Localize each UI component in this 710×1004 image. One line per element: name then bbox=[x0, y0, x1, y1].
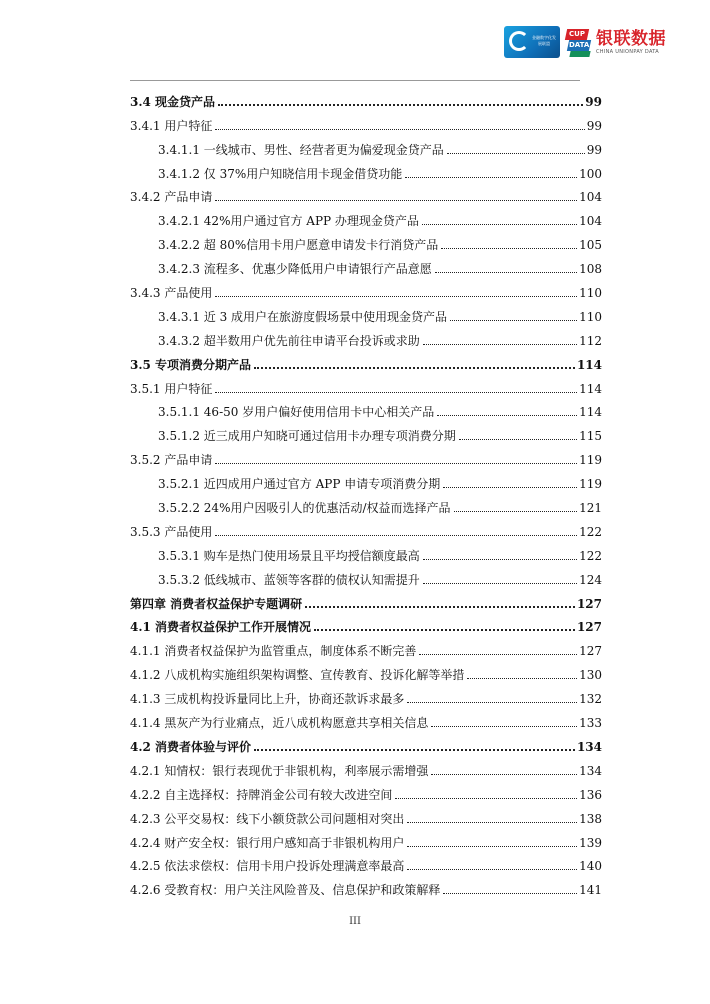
toc-entry[interactable] bbox=[130, 803, 602, 827]
toc-leader-dots bbox=[215, 463, 577, 464]
toc-entry[interactable] bbox=[130, 588, 602, 612]
toc-leader-dots bbox=[437, 415, 577, 416]
toc-leader-dots bbox=[254, 367, 575, 369]
toc-entry-label: 3.5.3.1 购车是热门使用场景且平均授信额度最高 bbox=[158, 548, 420, 563]
toc-entry-label: 3.4.2.1 42%用户通过官方 APP 办理现金贷产品 bbox=[158, 214, 419, 229]
toc-entry-label: 4.2 消费者体验与评价 bbox=[130, 739, 252, 754]
toc-entry[interactable] bbox=[130, 827, 602, 851]
toc-leader-dots bbox=[423, 583, 577, 584]
toc-entry-label: 4.1.3 三成机构投诉量同比上升，协商还款诉求最多 bbox=[130, 692, 405, 707]
toc-entry-page: 114 bbox=[576, 357, 602, 372]
toc-leader-dots bbox=[441, 248, 577, 249]
toc-entry-label: 3.4.2.2 超 80%信用卡用户愿意申请发卡行消贷产品 bbox=[158, 238, 439, 253]
logo2-cn: 银联数据 bbox=[596, 28, 666, 49]
toc-entry-label: 4.1.1 消费者权益保护为监管重点，制度体系不断完善 bbox=[130, 644, 417, 659]
toc-entry-label: 4.2.5 依法求偿权：信用卡用户投诉处理满意率最高 bbox=[130, 859, 405, 874]
toc-leader-dots bbox=[423, 344, 577, 345]
toc-leader-dots bbox=[407, 702, 577, 703]
toc-entry-label: 4.2.6 受教育权：用户关注风险普及、信息保护和政策解释 bbox=[130, 883, 441, 898]
toc-leader-dots bbox=[450, 320, 577, 321]
toc-entry-page: 105 bbox=[579, 238, 602, 253]
toc-entry-label: 4.1.2 八成机构实施组织架构调整、宣传教育、投诉化解等举措 bbox=[130, 668, 465, 683]
toc-entry-label: 3.5.3.2 低线城市、蓝领等客群的债权认知需提升 bbox=[158, 572, 420, 587]
toc-entry[interactable] bbox=[130, 874, 602, 898]
logo2-mark-top: CUP bbox=[569, 30, 585, 38]
toc-entry-page: 112 bbox=[579, 333, 602, 348]
toc-entry[interactable] bbox=[130, 492, 602, 516]
toc-entry-page: 114 bbox=[579, 381, 602, 396]
toc-entry-page: 108 bbox=[579, 262, 602, 277]
toc-entry-label: 3.4.2.3 流程多、优惠少降低用户申请银行产品意愿 bbox=[158, 262, 432, 277]
toc-entry[interactable] bbox=[130, 158, 602, 182]
toc-entry-page: 104 bbox=[579, 214, 602, 229]
toc-entry[interactable] bbox=[130, 707, 602, 731]
toc-leader-dots bbox=[407, 822, 577, 823]
toc-entry-page: 99 bbox=[586, 142, 602, 157]
toc-entry-page: 100 bbox=[579, 166, 602, 181]
toc-entry-page: 122 bbox=[579, 548, 602, 563]
toc-leader-dots bbox=[215, 200, 577, 201]
toc-leader-dots bbox=[454, 511, 578, 512]
logo2-mark-bottom: DATA bbox=[569, 41, 590, 49]
toc-leader-dots bbox=[305, 606, 575, 608]
toc-entry[interactable] bbox=[130, 731, 602, 755]
toc-entry[interactable] bbox=[130, 134, 602, 158]
toc-entry-label: 4.1.4 黑灰产为行业痛点，近八成机构愿意共享相关信息 bbox=[130, 716, 429, 731]
toc-entry-label: 3.5.3 产品使用 bbox=[130, 524, 213, 539]
toc-leader-dots bbox=[435, 272, 577, 273]
header-logos bbox=[504, 26, 666, 58]
toc-leader-dots bbox=[254, 749, 575, 751]
toc-entry-page: 134 bbox=[576, 739, 602, 754]
toc-entry-page: 134 bbox=[579, 763, 602, 778]
toc-entry-label: 3.5 专项消费分期产品 bbox=[130, 357, 252, 372]
toc-entry-label: 4.2.1 知情权：银行表现优于非银机构，利率展示需增强 bbox=[130, 763, 429, 778]
toc-entry-page: 114 bbox=[579, 405, 602, 420]
toc-leader-dots bbox=[423, 559, 577, 560]
toc-entry-label: 第四章 消费者权益保护专题调研 bbox=[130, 596, 303, 611]
toc-entry-label: 4.2.2 自主选择权：持牌消金公司有较大改进空间 bbox=[130, 787, 393, 802]
toc-entry[interactable] bbox=[130, 564, 602, 588]
toc-entry-page: 127 bbox=[576, 596, 602, 611]
toc-entry[interactable] bbox=[130, 755, 602, 779]
toc-entry-label: 3.4.3.2 超半数用户优先前往申请平台投诉或求助 bbox=[158, 333, 420, 348]
toc-leader-dots bbox=[431, 726, 577, 727]
toc-leader-dots bbox=[467, 678, 577, 679]
toc-entry-label: 3.4.3 产品使用 bbox=[130, 286, 213, 301]
toc-leader-dots bbox=[395, 798, 577, 799]
toc-entry[interactable] bbox=[130, 373, 602, 397]
toc-leader-dots bbox=[405, 177, 577, 178]
toc-entry-page: 110 bbox=[579, 309, 602, 324]
page-number: III bbox=[349, 916, 361, 927]
toc-leader-dots bbox=[459, 439, 577, 440]
toc-entry[interactable] bbox=[130, 397, 602, 421]
toc-entry[interactable] bbox=[130, 468, 602, 492]
toc-leader-dots bbox=[314, 629, 575, 631]
toc-entry[interactable] bbox=[130, 540, 602, 564]
toc-entry-label: 3.5.1 用户特征 bbox=[130, 381, 213, 396]
toc-entry[interactable] bbox=[130, 301, 602, 325]
toc-entry-page: 136 bbox=[579, 787, 602, 802]
toc-leader-dots bbox=[431, 774, 577, 775]
toc-entry[interactable] bbox=[130, 779, 602, 803]
toc-entry-label: 3.5.1.1 46-50 岁用户偏好使用信用卡中心相关产品 bbox=[158, 405, 435, 420]
toc-leader-dots bbox=[215, 129, 584, 130]
toc-entry-label: 3.5.1.2 近三成用户知晓可通过信用卡办理专项消费分期 bbox=[158, 429, 456, 444]
table-of-contents bbox=[130, 86, 602, 898]
toc-entry[interactable] bbox=[130, 182, 602, 206]
toc-entry-page: 124 bbox=[579, 572, 602, 587]
toc-entry-page: 140 bbox=[579, 859, 602, 874]
toc-entry-label: 4.2.3 公平交易权：线下小额贷款公司问题相对突出 bbox=[130, 811, 405, 826]
toc-leader-dots bbox=[215, 296, 577, 297]
toc-entry[interactable] bbox=[130, 444, 602, 468]
toc-entry-label: 3.4.3.1 近 3 成用户在旅游度假场景中使用现金贷产品 bbox=[158, 309, 448, 324]
toc-entry-label: 3.5.2 产品申请 bbox=[130, 453, 213, 468]
toc-entry-page: 110 bbox=[579, 286, 602, 301]
toc-leader-dots bbox=[407, 869, 577, 870]
toc-entry-label: 3.4.1.1 一线城市、男性、经营者更为偏爱现金贷产品 bbox=[158, 142, 444, 157]
toc-leader-dots bbox=[422, 224, 577, 225]
toc-leader-dots bbox=[215, 535, 577, 536]
toc-entry-page: 119 bbox=[579, 453, 602, 468]
toc-entry-label: 4.1 消费者权益保护工作开展情况 bbox=[130, 620, 312, 635]
toc-entry[interactable] bbox=[130, 277, 602, 301]
toc-entry-page: 127 bbox=[576, 620, 602, 635]
toc-entry-page: 122 bbox=[579, 524, 602, 539]
toc-entry-page: 104 bbox=[579, 190, 602, 205]
toc-leader-dots bbox=[447, 153, 585, 154]
toc-entry-label: 3.5.2.2 24%用户因吸引人的优惠活动/权益而选择产品 bbox=[158, 501, 451, 516]
toc-entry-page: 139 bbox=[579, 835, 602, 850]
fintech-alliance-logo bbox=[504, 26, 560, 58]
toc-entry-page: 99 bbox=[585, 94, 602, 109]
toc-entry-page: 132 bbox=[579, 692, 602, 707]
toc-entry[interactable] bbox=[130, 659, 602, 683]
cup-data-logo-mark bbox=[566, 27, 590, 57]
toc-entry-page: 121 bbox=[579, 501, 602, 516]
toc-entry[interactable] bbox=[130, 86, 602, 110]
toc-entry-label: 3.4.1.2 仅 37%用户知晓信用卡现金借贷功能 bbox=[158, 166, 403, 181]
toc-leader-dots bbox=[215, 392, 577, 393]
toc-entry-label: 3.5.2.1 近四成用户通过官方 APP 申请专项消费分期 bbox=[158, 477, 441, 492]
logo-ring-icon bbox=[509, 31, 529, 51]
toc-entry-label: 3.4 现金贷产品 bbox=[130, 94, 216, 109]
toc-entry[interactable] bbox=[130, 516, 602, 540]
toc-leader-dots bbox=[218, 104, 583, 106]
toc-entry[interactable] bbox=[130, 612, 602, 636]
toc-entry-page: 115 bbox=[579, 429, 602, 444]
toc-entry[interactable] bbox=[130, 851, 602, 875]
toc-entry[interactable] bbox=[130, 420, 602, 444]
toc-entry-page: 99 bbox=[586, 118, 602, 133]
toc-entry-page: 138 bbox=[579, 811, 602, 826]
toc-entry-page: 127 bbox=[579, 644, 602, 659]
toc-leader-dots bbox=[443, 893, 577, 894]
toc-leader-dots bbox=[419, 654, 577, 655]
toc-entry-page: 130 bbox=[579, 668, 602, 683]
logo2-en: CHINA UNIONPAY DATA bbox=[596, 48, 659, 55]
toc-entry-label: 3.4.1 用户特征 bbox=[130, 118, 213, 133]
toc-entry[interactable] bbox=[130, 205, 602, 229]
toc-leader-dots bbox=[407, 846, 577, 847]
toc-entry-page: 119 bbox=[579, 477, 602, 492]
toc-entry[interactable] bbox=[130, 349, 602, 373]
toc-entry[interactable] bbox=[130, 253, 602, 277]
toc-entry[interactable] bbox=[130, 110, 602, 134]
cup-data-logo-text bbox=[596, 29, 666, 56]
toc-leader-dots bbox=[443, 487, 577, 488]
toc-entry[interactable] bbox=[130, 635, 602, 659]
toc-entry-label: 4.2.4 财产安全权：银行用户感知高于非银机构用户 bbox=[130, 835, 405, 850]
toc-entry-page: 141 bbox=[579, 883, 602, 898]
toc-entry[interactable] bbox=[130, 683, 602, 707]
toc-entry[interactable] bbox=[130, 229, 602, 253]
logo1-text: 金融数字化发展联盟 bbox=[532, 35, 556, 46]
toc-entry-label: 3.4.2 产品申请 bbox=[130, 190, 213, 205]
toc-entry-page: 133 bbox=[579, 716, 602, 731]
header-rule bbox=[130, 80, 580, 81]
toc-entry[interactable] bbox=[130, 325, 602, 349]
